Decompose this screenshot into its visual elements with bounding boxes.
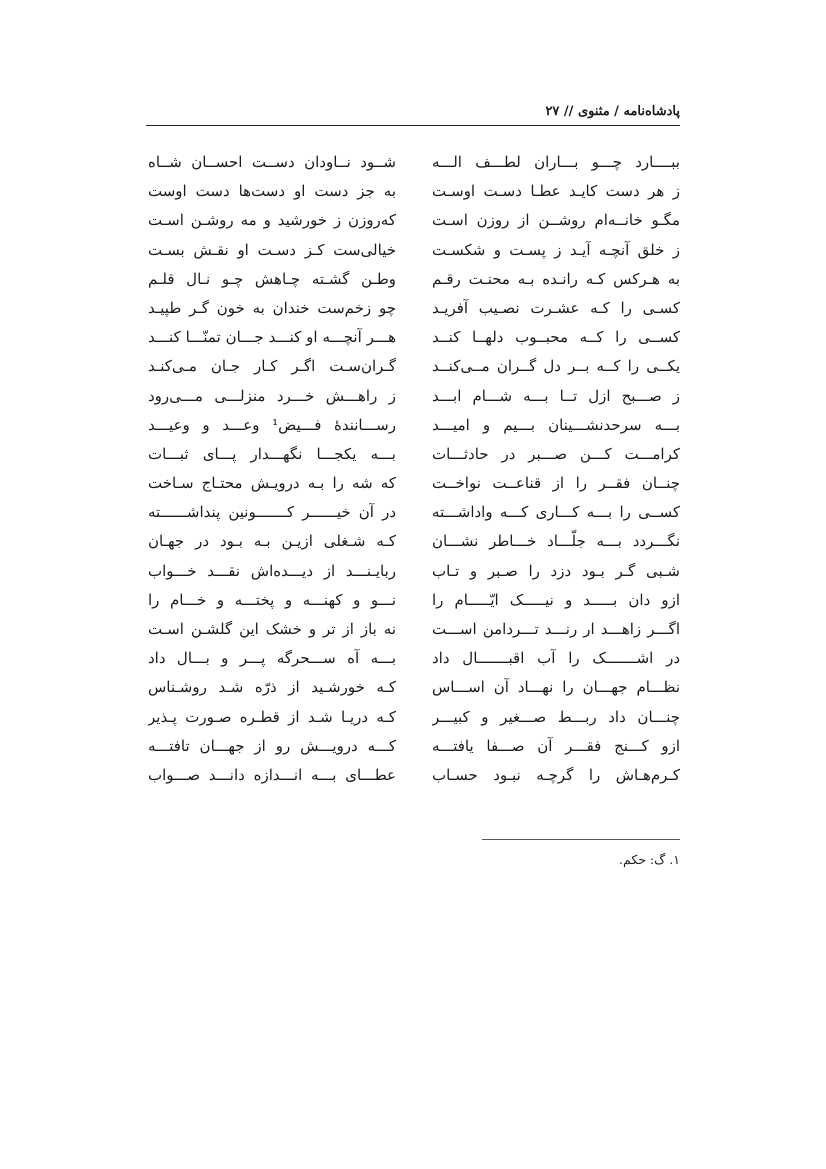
verse-line: وطـن گشـته چـاهش چـو نـال قلـم: [148, 269, 396, 288]
verse-line: که شه را بـه درویـش محتـاج سـاخت: [148, 474, 396, 493]
verse-line: یکــی را کــه بــر دل گــران مــی‌کنــد: [432, 357, 680, 376]
verse-line: بـــه سرحدنشـــینان بـــیم و امیـــد: [432, 415, 680, 434]
verse-line: به جز دست او دست‌ها دست اوست: [148, 182, 396, 201]
verse-line: ربایـنـــد از دیـــده‌اش نقـــد خـــواب: [148, 561, 396, 580]
verse-line: در اشـــــــک را آب اقبـــــــال داد: [432, 649, 680, 668]
verse-line: مگـو خانــه‌ام روشــن از روزن اسـت: [432, 211, 680, 230]
verse-line: نگـــردد بـــه جلّـــاد خـــاطر نشـــان: [432, 532, 680, 551]
verse-line: هـــر آنچـــه او کنـــد جـــان تمنّـــا کنـــد: [148, 328, 396, 347]
verse-line: نه باز از تر و خشک این گلشـن اسـت: [148, 620, 396, 638]
verse-line: چو زخم‌ست خندان به خون گـر طپیـد: [148, 298, 396, 317]
verse-line: کرامـــت کـــن صـــبر در حادثـــات: [432, 444, 680, 463]
verse-line: عطـــای بـــه انـــدازه دانـــد صـــواب: [148, 765, 396, 784]
verse-line: گـران‌سـت اگـر کـار جـان مـی‌کنـد: [148, 357, 396, 376]
verse-line: ازو دان بـــــد و نیـــــک ایّـــــام را: [432, 590, 680, 609]
verse-line: ز خلق آنچـه آیـد ز پسـت و شکسـت: [432, 240, 680, 259]
verse-line: ببــــارد چـــو بـــاران لطـــف الـــه: [432, 153, 680, 171]
verse-line: که‌روزن ز خورشید و مه روشـن اسـت: [148, 211, 396, 230]
footnote-rule: [482, 839, 680, 840]
poem-column-left: [148, 148, 396, 790]
verse-line: به هـرکس کـه رانـده بـه محنـت رقـم: [432, 269, 680, 288]
verse-line: چنـــان داد ربـــط صـــغیر و کبیـــر: [432, 707, 680, 726]
verse-line: چنــان فقــر را از قناعــت نواخــت: [432, 474, 680, 493]
verse-line: شـبی گـر بـود دزد را صـبر و تـاب: [432, 561, 680, 580]
verse-line: ز هر دست کایـد عطـا دسـت اوسـت: [432, 182, 680, 201]
verse-line: کـه دریـا شـد از قطـره صـورت پـذیر: [148, 707, 396, 726]
verse-line: کســی را کــه محبــوب دلهــا کنــد: [432, 328, 680, 347]
footnote: ۱. گ: حکم.: [619, 852, 680, 867]
running-head: پادشاه‌نامه / مثنوی // ۲۷: [545, 104, 680, 119]
verse-line: بـــه یکجـــا نگهـــدار پـــای ثبـــات: [148, 444, 396, 463]
verse-line: ز صـــبح ازل تــا بـــه شـــام ابـــد: [432, 386, 680, 405]
verse-line: بـــه آه ســـحرگه پـــر و بـــال داد: [148, 649, 396, 668]
verse-line: کـه شـغلی ازیـن بـه بـود در جهـان: [148, 532, 396, 551]
verse-line: شــود نــاودان دســت احســان شــاه: [148, 153, 396, 171]
verse-line: نـــو و کهنـــه و پختـــه و خـــام را: [148, 590, 396, 609]
poem-column-right: [432, 148, 680, 790]
verse-line: ز راهـــش خـــرد منزلـــی مـــی‌رود: [148, 386, 396, 405]
verse-line: کـرم‌هـاش را گرچـه نبـود حسـاب: [432, 765, 680, 784]
header-rule: [146, 125, 680, 126]
verse-line: ازو کـــنج فقـــر آن صـــفا یافتـــه: [432, 736, 680, 755]
verse-line: خیالی‌ست کـز دسـت او نقـش بسـت: [148, 240, 396, 259]
verse-line: اگـــر زاهـــد ار رنـــد تـــردامن اســـت: [432, 620, 680, 638]
verse-line: کـــه درویـــش رو از جهـــان تافتـــه: [148, 736, 396, 755]
verse-line: در آن خیــــــر کـــــــونین پنداشــــــته: [148, 503, 396, 522]
verse-line: کســی را بـــه کـــاری کـــه واداشـــته: [432, 503, 680, 522]
verse-line: رســـانندۀ فـــیض¹ وعـــد و وعیـــد: [148, 415, 396, 434]
verse-line: کـه خورشـید از ذرّه شـد روشـناس: [148, 678, 396, 697]
verse-line: نظـــام جهـــان را نهـــاد آن اســـاس: [432, 678, 680, 697]
verse-line: کسـی را کـه عشـرت نصـیب آفریـد: [432, 298, 680, 317]
